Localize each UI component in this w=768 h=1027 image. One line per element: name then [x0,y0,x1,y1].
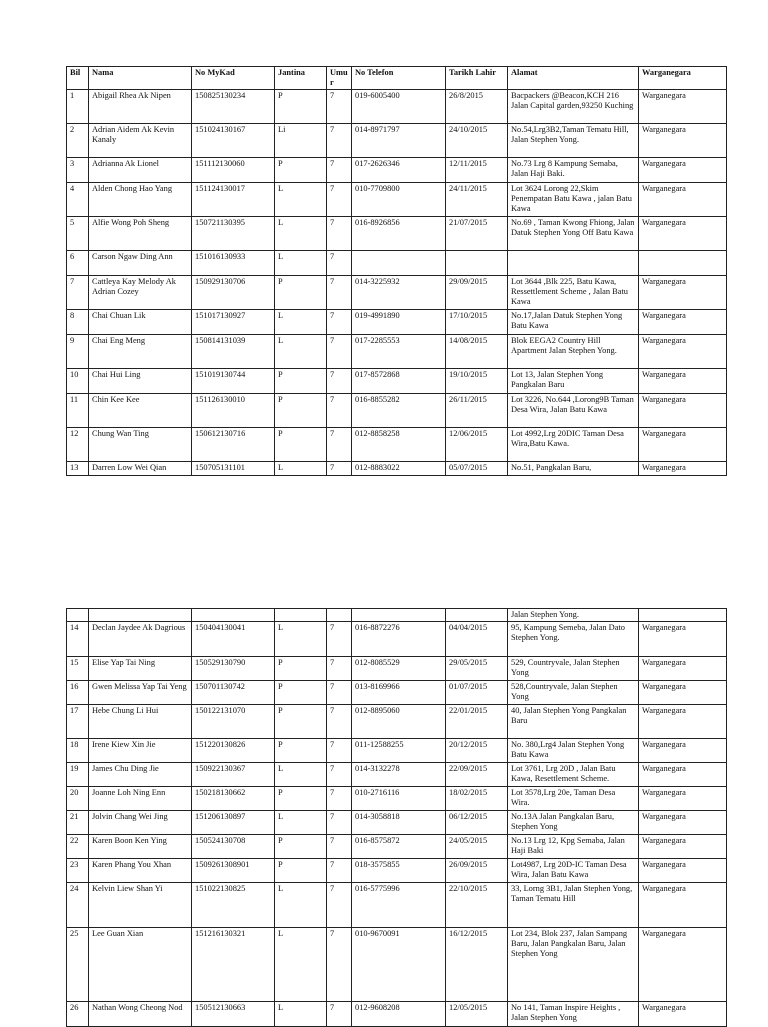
header-no-telefon: No Telefon [352,67,446,90]
cell-bil: 11 [67,394,89,428]
cell-no-telefon: 016-8926856 [352,217,446,251]
cell-tarikh-lahir: 20/12/2015 [446,739,508,763]
student-table-page-1 [66,66,727,476]
cell-no-mykad: 151016130933 [192,251,275,276]
cell-jantina: L [275,183,327,217]
cell-bil: 20 [67,787,89,811]
cell-no-mykad: 150721130395 [192,217,275,251]
cell-jantina: Li [275,124,327,158]
cell-umur: 7 [327,1002,352,1027]
cell-alamat: Lot 13, Jalan Stephen Yong Pangkalan Baru [508,369,639,394]
cell-no-telefon: 014-3225932 [352,276,446,310]
cell-nama: Alfie Wong Poh Sheng [89,217,192,251]
cell-nama: Jolvin Chang Wei Jing [89,811,192,835]
cell-no-mykad: 151206130897 [192,811,275,835]
table-row [67,251,727,276]
table-row [67,835,727,859]
table-body [67,609,727,1027]
cell-alamat: No.51, Pangkalan Baru, [508,462,639,476]
table-row [67,1002,727,1027]
cell-bil: 10 [67,369,89,394]
cell-warganegara: Warganegara [639,739,727,763]
cell-bil: 17 [67,705,89,739]
cell-warganegara: Warganegara [639,335,727,369]
cell-bil: 5 [67,217,89,251]
cell-no-mykad: 150705131101 [192,462,275,476]
cell-alamat: No.17,Jalan Datuk Stephen Yong Batu Kawa [508,310,639,335]
cell-warganegara: Warganegara [639,883,727,928]
cell-nama: Lee Guan Xian [89,928,192,1002]
cell-umur: 7 [327,739,352,763]
cell-bil: 12 [67,428,89,462]
cell-jantina: P [275,158,327,183]
cell-no-telefon: 019-6005400 [352,90,446,124]
cell-warganegara: Warganegara [639,183,727,217]
cell-warganegara: Warganegara [639,622,727,657]
cell-bil: 14 [67,622,89,657]
cell-nama: Carson Ngaw Ding Ann [89,251,192,276]
table-row [67,394,727,428]
cell-warganegara: Warganegara [639,928,727,1002]
cell-no-mykad: 151019130744 [192,369,275,394]
cell-tarikh-lahir: 26/11/2015 [446,394,508,428]
cell-warganegara [639,251,727,276]
cell-bil: 4 [67,183,89,217]
header-alamat: Alamat [508,67,639,90]
header-tarikh-lahir: Tarikh Lahir [446,67,508,90]
table-row [67,276,727,310]
cell-warganegara: Warganegara [639,428,727,462]
cell-jantina: L [275,335,327,369]
cell-jantina: L [275,811,327,835]
cell-umur: 7 [327,428,352,462]
cell-no-telefon: 012-8085529 [352,657,446,681]
table-row [67,310,727,335]
cell-alamat [508,251,639,276]
cell-jantina: P [275,739,327,763]
cell-jantina: P [275,394,327,428]
cell-no-telefon: 012-8895060 [352,705,446,739]
cell-warganegara [639,609,727,622]
cell-nama: Hebe Chung Li Hui [89,705,192,739]
header-nama: Nama [89,67,192,90]
cell-umur: 7 [327,369,352,394]
cell-umur: 7 [327,158,352,183]
cell-nama: Gwen Melissa Yap Tai Yeng [89,681,192,705]
cell-jantina: L [275,763,327,787]
cell-nama: Cattleya Kay Melody Ak Adrian Cozey [89,276,192,310]
cell-nama: Chai Chuan Lik [89,310,192,335]
cell-bil: 15 [67,657,89,681]
cell-jantina: P [275,369,327,394]
cell-bil: 8 [67,310,89,335]
cell-umur: 7 [327,276,352,310]
table-row [67,183,727,217]
cell-jantina [275,609,327,622]
cell-no-telefon: 013-8169966 [352,681,446,705]
cell-warganegara: Warganegara [639,462,727,476]
cell-warganegara: Warganegara [639,787,727,811]
cell-umur: 7 [327,183,352,217]
cell-bil [67,609,89,622]
cell-umur: 7 [327,124,352,158]
cell-nama: Karen Boon Ken Ying [89,835,192,859]
cell-no-mykad: 150404130041 [192,622,275,657]
cell-tarikh-lahir: 05/07/2015 [446,462,508,476]
table-row [67,928,727,1002]
cell-umur: 7 [327,787,352,811]
cell-umur: 7 [327,462,352,476]
cell-bil: 3 [67,158,89,183]
cell-jantina: L [275,217,327,251]
cell-no-mykad: 151112130060 [192,158,275,183]
cell-jantina: P [275,705,327,739]
table-row [67,335,727,369]
cell-nama: Chin Kee Kee [89,394,192,428]
cell-nama: Kelvin Liew Shan Yi [89,883,192,928]
cell-umur: 7 [327,705,352,739]
cell-alamat: Lot 3761, Lrg 20D , Jalan Batu Kawa, Resettlement Scheme. [508,763,639,787]
cell-bil: 21 [67,811,89,835]
cell-bil: 6 [67,251,89,276]
cell-warganegara: Warganegara [639,835,727,859]
cell-warganegara: Warganegara [639,1002,727,1027]
cell-bil: 1 [67,90,89,124]
cell-alamat: No. 380,Lrg4 Jalan Stephen Yong Batu Kawa [508,739,639,763]
cell-tarikh-lahir: 06/12/2015 [446,811,508,835]
cell-umur: 7 [327,335,352,369]
cell-alamat: Lot 234, Blok 237, Jalan Sampang Baru, Jalan Pangkalan Baru, Jalan Stephen Yong [508,928,639,1002]
cell-bil: 7 [67,276,89,310]
cell-tarikh-lahir: 26/8/2015 [446,90,508,124]
cell-bil: 19 [67,763,89,787]
header-no-mykad: No MyKad [192,67,275,90]
cell-tarikh-lahir: 12/11/2015 [446,158,508,183]
table-row [67,705,727,739]
cell-nama: Alden Chong Hao Yang [89,183,192,217]
table-row [67,609,727,622]
cell-tarikh-lahir: 26/09/2015 [446,859,508,883]
cell-no-telefon: 017-8572868 [352,369,446,394]
cell-tarikh-lahir: 22/01/2015 [446,705,508,739]
cell-umur [327,609,352,622]
cell-bil: 22 [67,835,89,859]
cell-alamat: Lot 4992,Lrg 20DIC Taman Desa Wira,Batu Kawa. [508,428,639,462]
cell-no-mykad: 151022130825 [192,883,275,928]
cell-no-telefon: 014-3132278 [352,763,446,787]
cell-tarikh-lahir: 24/05/2015 [446,835,508,859]
cell-alamat: Lot 3226, No.644 ,Lorong9B Taman Desa Wira, Jalan Batu Kawa [508,394,639,428]
cell-warganegara: Warganegara [639,394,727,428]
table-row [67,217,727,251]
cell-warganegara: Warganegara [639,681,727,705]
cell-umur: 7 [327,217,352,251]
cell-jantina: P [275,276,327,310]
cell-alamat: Lot 3578,Lrg 20e, Taman Desa Wira. [508,787,639,811]
cell-alamat: No.54,Lrg3B2,Taman Tematu Hill, Jalan Stephen Yong. [508,124,639,158]
cell-tarikh-lahir: 16/12/2015 [446,928,508,1002]
cell-warganegara: Warganegara [639,90,727,124]
cell-umur: 7 [327,657,352,681]
cell-no-mykad: 151220130826 [192,739,275,763]
cell-no-mykad: 150612130716 [192,428,275,462]
cell-umur: 7 [327,859,352,883]
cell-umur: 7 [327,811,352,835]
cell-alamat: 33, Lorng 3B1, Jalan Stephen Yong, Taman Tematu Hill [508,883,639,928]
cell-nama: Joanne Loh Ning Enn [89,787,192,811]
cell-umur: 7 [327,928,352,1002]
cell-umur: 7 [327,310,352,335]
cell-no-mykad: 1509261308901 [192,859,275,883]
cell-tarikh-lahir: 22/10/2015 [446,883,508,928]
cell-no-mykad [192,609,275,622]
cell-alamat: No.13 Lrg 12, Kpg Semaba, Jalan Haji Baki [508,835,639,859]
cell-jantina: P [275,428,327,462]
cell-tarikh-lahir: 14/08/2015 [446,335,508,369]
cell-no-mykad: 150524130708 [192,835,275,859]
table-row [67,124,727,158]
cell-alamat: 529, Countryvale, Jalan Stephen Yong [508,657,639,681]
cell-no-telefon: 010-2716116 [352,787,446,811]
cell-warganegara: Warganegara [639,310,727,335]
cell-warganegara: Warganegara [639,859,727,883]
cell-jantina: P [275,835,327,859]
cell-no-telefon: 016-8872276 [352,622,446,657]
cell-tarikh-lahir: 12/05/2015 [446,1002,508,1027]
cell-no-telefon: 014-3058818 [352,811,446,835]
cell-tarikh-lahir: 04/04/2015 [446,622,508,657]
cell-jantina: L [275,310,327,335]
cell-no-mykad: 150814131039 [192,335,275,369]
cell-jantina: P [275,787,327,811]
cell-umur: 7 [327,90,352,124]
cell-tarikh-lahir: 12/06/2015 [446,428,508,462]
cell-warganegara: Warganegara [639,811,727,835]
cell-nama: Chai Hui Ling [89,369,192,394]
cell-jantina: L [275,251,327,276]
cell-warganegara: Warganegara [639,369,727,394]
cell-jantina: L [275,883,327,928]
cell-warganegara: Warganegara [639,763,727,787]
table-row [67,369,727,394]
table-row [67,428,727,462]
cell-jantina: P [275,657,327,681]
cell-no-telefon: 012-8883022 [352,462,446,476]
cell-alamat: No 141, Taman Inspire Heights , Jalan Stephen Yong [508,1002,639,1027]
cell-umur: 7 [327,681,352,705]
cell-warganegara: Warganegara [639,124,727,158]
cell-nama: Adrian Aidem Ak Kevin Kanaly [89,124,192,158]
cell-alamat: No.73 Lrg 8 Kampung Semaba, Jalan Haji Baki. [508,158,639,183]
cell-jantina: L [275,462,327,476]
header-warganegara: Warganegara [639,67,727,90]
cell-tarikh-lahir [446,609,508,622]
cell-no-telefon [352,251,446,276]
cell-alamat: No.69 , Taman Kwong Fhiong, Jalan Datuk Stephen Yong Off Batu Kawa [508,217,639,251]
cell-tarikh-lahir: 19/10/2015 [446,369,508,394]
cell-warganegara: Warganegara [639,657,727,681]
cell-jantina: L [275,928,327,1002]
cell-tarikh-lahir: 21/07/2015 [446,217,508,251]
cell-no-mykad: 151124130017 [192,183,275,217]
table-row [67,787,727,811]
cell-no-mykad: 150512130663 [192,1002,275,1027]
cell-no-mykad: 151126130010 [192,394,275,428]
cell-tarikh-lahir: 29/05/2015 [446,657,508,681]
cell-bil: 26 [67,1002,89,1027]
student-table-page-2 [66,608,727,1027]
cell-bil: 25 [67,928,89,1002]
table-row [67,90,727,124]
cell-no-telefon: 018-3575855 [352,859,446,883]
cell-warganegara: Warganegara [639,705,727,739]
cell-nama: Adrianna Ak Lionel [89,158,192,183]
table-row [67,883,727,928]
cell-no-telefon: 012-9608208 [352,1002,446,1027]
cell-nama [89,609,192,622]
cell-bil: 23 [67,859,89,883]
cell-nama: Chung Wan Ting [89,428,192,462]
cell-nama: Irene Kiew Xin Jie [89,739,192,763]
cell-alamat: Lot4987, Lrg 20D-IC Taman Desa Wira, Jalan Batu Kawa [508,859,639,883]
cell-umur: 7 [327,251,352,276]
table-row [67,859,727,883]
cell-tarikh-lahir: 24/10/2015 [446,124,508,158]
cell-alamat: 40, Jalan Stephen Yong Pangkalan Baru [508,705,639,739]
cell-bil: 24 [67,883,89,928]
cell-bil: 13 [67,462,89,476]
cell-warganegara: Warganegara [639,158,727,183]
cell-nama: Chai Eng Meng [89,335,192,369]
cell-umur: 7 [327,763,352,787]
table-row [67,158,727,183]
cell-nama: Abigail Rhea Ak Nipen [89,90,192,124]
cell-no-telefon: 016-8855282 [352,394,446,428]
cell-nama: Elise Yap Tai Ning [89,657,192,681]
cell-alamat: Jalan Stephen Yong. [508,609,639,622]
cell-no-telefon: 016-8575872 [352,835,446,859]
cell-no-mykad: 150701130742 [192,681,275,705]
cell-nama: Darren Low Wei Qian [89,462,192,476]
cell-no-telefon: 019-4991890 [352,310,446,335]
cell-warganegara: Warganegara [639,217,727,251]
table-row [67,657,727,681]
cell-no-mykad: 150529130790 [192,657,275,681]
table-row [67,622,727,657]
cell-tarikh-lahir [446,251,508,276]
cell-no-telefon: 011-12588255 [352,739,446,763]
cell-tarikh-lahir: 17/10/2015 [446,310,508,335]
cell-tarikh-lahir: 18/02/2015 [446,787,508,811]
cell-bil: 16 [67,681,89,705]
cell-tarikh-lahir: 01/07/2015 [446,681,508,705]
cell-umur: 7 [327,835,352,859]
cell-nama: Declan Jaydee Ak Dagrious [89,622,192,657]
header-bil: Bil [67,67,89,90]
table-header-row [67,67,727,90]
cell-no-mykad: 150922130367 [192,763,275,787]
table-row [67,739,727,763]
cell-bil: 9 [67,335,89,369]
cell-jantina: P [275,681,327,705]
cell-no-telefon: 014-8971797 [352,124,446,158]
cell-no-telefon [352,609,446,622]
header-jantina: Jantina [275,67,327,90]
cell-alamat: No.13A Jalan Pangkalan Baru, Stephen Yong [508,811,639,835]
cell-alamat: Bacpackers @Beacon,KCH 216 Jalan Capital garden,93250 Kuching [508,90,639,124]
cell-no-mykad: 150825130234 [192,90,275,124]
cell-jantina: P [275,90,327,124]
cell-tarikh-lahir: 24/11/2015 [446,183,508,217]
cell-no-telefon: 017-2626346 [352,158,446,183]
table-row [67,811,727,835]
cell-alamat: Lot 3644 ,Blk 225, Batu Kawa, Ressettlement Scheme , Jalan Batu Kawa [508,276,639,310]
cell-no-telefon: 012-8858258 [352,428,446,462]
cell-jantina: P [275,859,327,883]
table-body [67,90,727,476]
cell-umur: 7 [327,394,352,428]
cell-jantina: L [275,622,327,657]
cell-umur: 7 [327,883,352,928]
cell-no-mykad: 151024130167 [192,124,275,158]
cell-tarikh-lahir: 22/09/2015 [446,763,508,787]
cell-no-telefon: 017-2285553 [352,335,446,369]
cell-no-telefon: 010-9670091 [352,928,446,1002]
cell-umur: 7 [327,622,352,657]
cell-bil: 18 [67,739,89,763]
cell-warganegara: Warganegara [639,276,727,310]
cell-no-mykad: 150122131070 [192,705,275,739]
cell-tarikh-lahir: 29/09/2015 [446,276,508,310]
header-umur: Umur [327,67,352,90]
table-row [67,462,727,476]
cell-no-mykad: 150218130662 [192,787,275,811]
cell-alamat: Blok EEGA2 Country Hill Apartment Jalan Stephen Yong. [508,335,639,369]
cell-nama: Nathan Wong Cheong Nod [89,1002,192,1027]
cell-no-mykad: 150929130706 [192,276,275,310]
cell-no-telefon: 016-5775996 [352,883,446,928]
cell-no-telefon: 010-7709800 [352,183,446,217]
cell-bil: 2 [67,124,89,158]
cell-jantina: L [275,1002,327,1027]
cell-alamat: Lot 3624 Lorong 22,Skim Penempatan Batu Kawa , jalan Batu Kawa [508,183,639,217]
table-row [67,681,727,705]
cell-alamat: 528,Countryvale, Jalan Stephen Yong [508,681,639,705]
cell-no-mykad: 151017130927 [192,310,275,335]
cell-alamat: 95, Kampung Semeba, Jalan Dato Stephen Yong. [508,622,639,657]
cell-nama: James Chu Ding Jie [89,763,192,787]
table-row [67,763,727,787]
cell-no-mykad: 151216130321 [192,928,275,1002]
cell-nama: Karen Phang You Xhan [89,859,192,883]
